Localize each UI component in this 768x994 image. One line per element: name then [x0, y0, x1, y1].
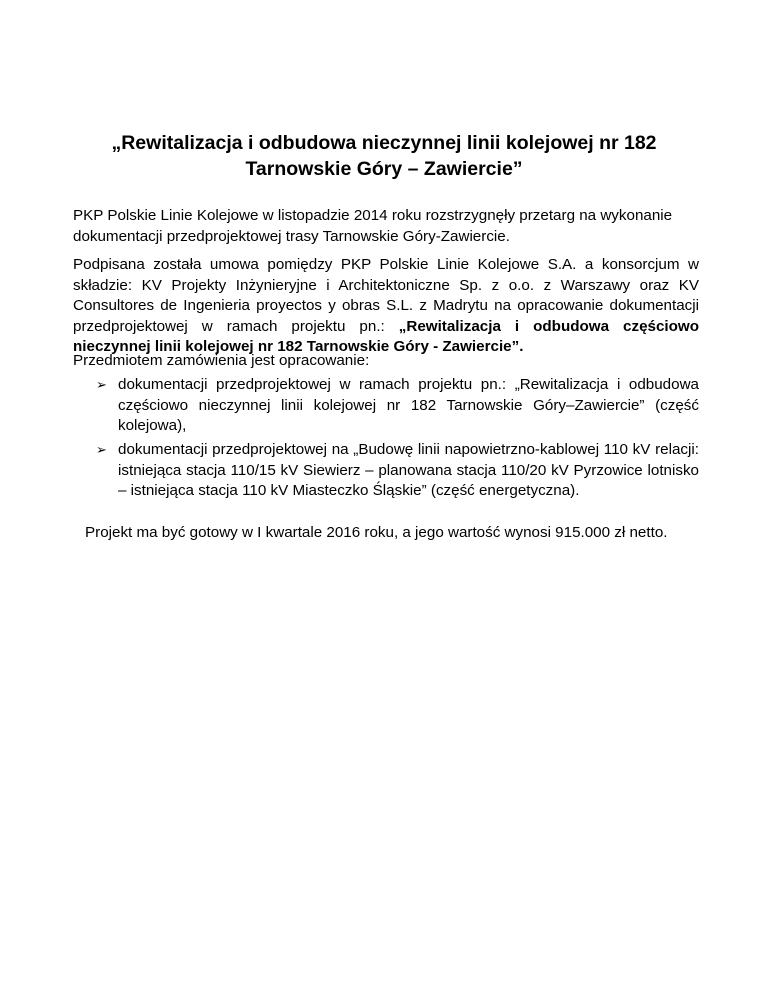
- scope-list-1: [96, 375, 699, 437]
- list-item-text: dokumentacji przedprojektowej w ramach projektu pn.: „Rewitalizacja i odbudowa częściowo nieczynnej linii kolejowej nr 182 Tarnowskie Góry–Zawiercie” (część kolejowa),: [118, 376, 699, 434]
- paragraph-contract-project-name: „Rewitalizacja i odbudowa częściowo nieczynnej linii kolejowej nr 182 Tarnowskie Góry - Zawiercie”.: [73, 317, 699, 355]
- title-line-1: „Rewitalizacja i odbudowa nieczynnej linii kolejowej nr 182: [111, 132, 657, 155]
- list-item-text: dokumentacji przedprojektowej na „Budowę linii napowietrzno-kablowej 110 kV relacji: istniejąca stacja 110/15 kV Siewierz – planowana stacja 110/20 kV Pyrzowice lotnisko – istniejąca stacja 110 kV Miasteczko Śląskie” (część energetyczna).: [118, 441, 699, 499]
- document-title: [70, 130, 698, 182]
- paragraph-scope-intro: Przedmiotem zamówienia jest opracowanie:: [73, 352, 370, 369]
- title-line-2: Tarnowskie Góry – Zawiercie”: [245, 158, 523, 181]
- arrow-bullet-icon: ➢: [96, 442, 107, 457]
- list-item: [96, 440, 699, 502]
- scope-list-2: [96, 440, 699, 502]
- paragraph-contract: [73, 255, 699, 358]
- list-item: [96, 375, 699, 437]
- arrow-bullet-icon: ➢: [96, 377, 107, 392]
- paragraph-contract-text: Podpisana została umowa pomiędzy PKP Polskie Linie Kolejowe S.A. a konsorcjum w składzie: KV Projekty Inżynieryjne i Architektoniczne Sp. z o.o. z Warszawy oraz KV Consultores de Ingenieria proyectos y obras S.L. z Madrytu na opracowanie dokumentacji przedprojektowej w ramach projektu pn.:: [73, 256, 699, 335]
- paragraph-deadline-value: Projekt ma być gotowy w I kwartale 2016 roku, a jego wartość wynosi 915.000 zł netto.: [85, 524, 668, 541]
- paragraph-tender: PKP Polskie Linie Kolejowe w listopadzie 2014 roku rozstrzygnęły przetarg na wykonanie dokumentacji przedprojektowej trasy Tarnowskie Góry-Zawiercie.: [73, 207, 673, 245]
